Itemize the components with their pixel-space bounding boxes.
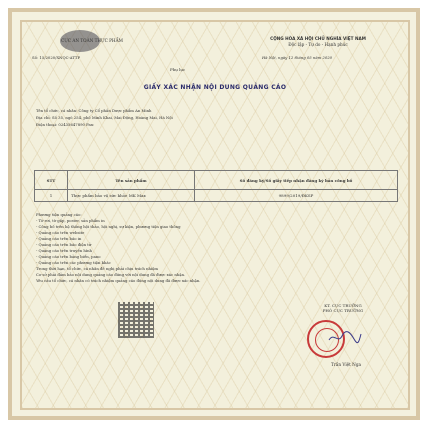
signature-role: PHÓ CỤC TRƯỞNG: [322, 308, 364, 313]
org-phone-line: Điện thoại: 02435647890 Fax:: [36, 122, 95, 127]
col-header-stt: STT: [35, 171, 68, 190]
list-item: - Quảng cáo trên các phương tiện khác: [36, 260, 111, 265]
list-item: Trong thời hạn, tổ chức, cá nhân đề nghị phải chịu trách nhiệm: [36, 266, 159, 271]
issuing-agency-name: CỤC AN TOÀN THỰC PHẨM: [61, 38, 123, 43]
table-row: [35, 190, 398, 202]
list-item: - Tờ rơi, tờ gấp, poster, sản phẩm in: [36, 218, 105, 223]
row-stt: 1: [35, 190, 68, 202]
issuing-agency: [32, 38, 152, 43]
document-title: GIẤY XÁC NHẬN NỘI DUNG QUẢNG CÁO: [143, 84, 287, 91]
list-item: - Quảng cáo trên báo in: [36, 236, 82, 241]
list-item: - Quảng cáo trên website: [36, 230, 85, 235]
national-header: [238, 36, 398, 48]
list-item: Yêu cầu tổ chức, cá nhân có trách nhiệm quảng cáo đúng nội dung đã được xác nhận.: [36, 278, 201, 283]
qr-code: [118, 302, 154, 338]
product-table: [34, 170, 398, 202]
row-registration: 9899/2019/ĐKSP: [195, 190, 398, 202]
requirements-list: [36, 212, 200, 284]
col-header-product: Tên sản phẩm: [68, 171, 195, 190]
row-product-name: Thực phẩm bảo vệ sức khỏe MK Max: [68, 190, 195, 202]
requirements-intro: Phương tiện quảng cáo:: [36, 212, 82, 217]
table-header-row: [35, 171, 398, 190]
issue-date: Hà Nội, ngày 12 tháng 05 năm 2020: [262, 55, 333, 60]
signature-block: [288, 303, 398, 313]
list-item: - Công bố trên hệ thống hội thảo, hội nghị, sự kiện, phương tiện giao thông: [36, 224, 181, 229]
form-label: Phụ lục: [170, 67, 186, 72]
list-item: - Quảng cáo trên báo điện tử: [36, 242, 92, 247]
org-address-line: Địa chỉ: Số 35, ngõ 254, phố Minh Khai, Mai Động, Hoàng Mai, Hà Nội: [36, 115, 173, 120]
country-name: CỘNG HÒA XÃ HỘI CHỦ NGHĨA VIỆT NAM: [270, 36, 366, 41]
org-name-line: Tên tổ chức, cá nhân: Công ty Cổ phần Dược phẩm An Minh: [36, 108, 152, 113]
signature-authority: KT. CỤC TRƯỞNG: [324, 303, 362, 308]
signer-name: Trần Việt Nga: [330, 362, 361, 367]
list-item: - Quảng cáo trên bảng biển, pano: [36, 254, 101, 259]
national-motto: Độc lập - Tự do - Hạnh phúc: [288, 42, 348, 47]
reference-number: Số: 15/2020/XNQC-ATTP: [32, 55, 81, 60]
col-header-registration: Số đăng ký/Số giấy tiếp nhận đăng ký bản công bố: [195, 171, 398, 190]
list-item: Cơ sở phải đảm bảo nội dung quảng cáo đúng với nội dung đã được xác nhận.: [36, 272, 186, 277]
handwritten-signature: [328, 330, 362, 344]
list-item: - Quảng cáo trên truyền hình: [36, 248, 92, 253]
